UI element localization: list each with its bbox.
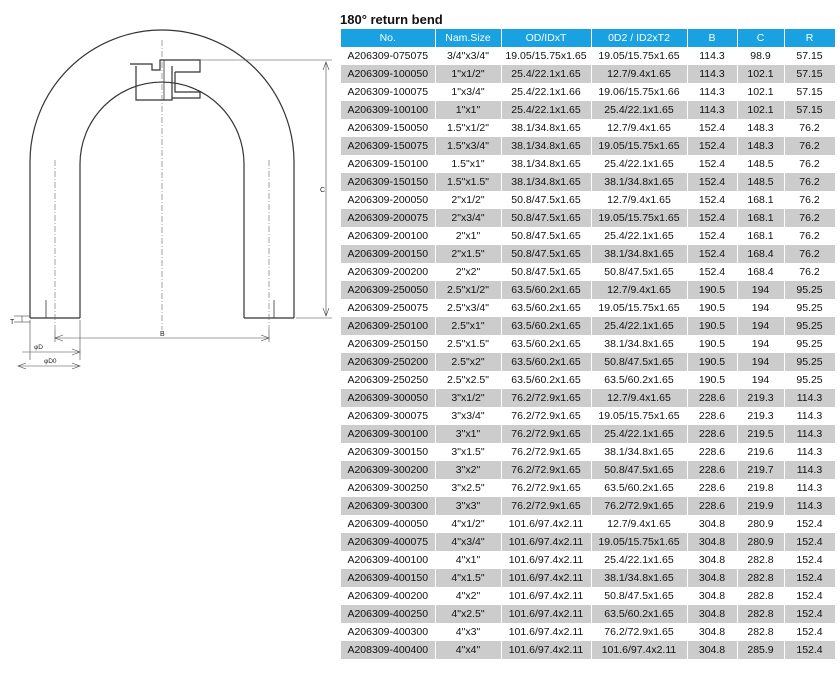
table-cell: A206309-200100 <box>341 227 435 245</box>
table-cell: A206309-250150 <box>341 335 435 353</box>
table-cell: A206309-200150 <box>341 245 435 263</box>
table-cell: 282.8 <box>737 551 784 569</box>
table-cell: 219.3 <box>737 407 784 425</box>
table-cell: 63.5/60.2x1.65 <box>501 281 591 299</box>
table-row <box>341 497 835 515</box>
table-cell: 25.4/22.1x1.65 <box>591 227 687 245</box>
table-cell: 12.7/9.4x1.65 <box>591 65 687 83</box>
table-cell: 63.5/60.2x1.65 <box>501 317 591 335</box>
table-cell: 1.5"x1" <box>435 155 501 173</box>
table-cell: 19.05/15.75x1.65 <box>591 533 687 551</box>
table-cell: 76.2 <box>784 263 835 281</box>
table-cell: 76.2 <box>784 191 835 209</box>
table-cell: A206309-100050 <box>341 65 435 83</box>
table-cell: 194 <box>737 281 784 299</box>
table-cell: 102.1 <box>737 101 784 119</box>
table-cell: 76.2 <box>784 137 835 155</box>
table-cell: 114.3 <box>784 479 835 497</box>
table-cell: 12.7/9.4x1.65 <box>591 389 687 407</box>
table-cell: 76.2 <box>784 155 835 173</box>
table-row <box>341 101 835 119</box>
table-cell: 4"x1.5" <box>435 569 501 587</box>
table-cell: A206309-300200 <box>341 461 435 479</box>
table-cell: A206309-250075 <box>341 299 435 317</box>
table-cell: 152.4 <box>687 137 737 155</box>
table-cell: 76.2 <box>784 245 835 263</box>
table-cell: 2"x1.5" <box>435 245 501 263</box>
table-cell: 12.7/9.4x1.65 <box>591 515 687 533</box>
table-cell: 50.8/47.5x1.65 <box>501 191 591 209</box>
table-cell: 219.9 <box>737 497 784 515</box>
table-cell: A206309-150100 <box>341 155 435 173</box>
table-cell: 25.4/22.1x1.66 <box>501 83 591 101</box>
table-cell: 12.7/9.4x1.65 <box>591 281 687 299</box>
table-cell: 282.8 <box>737 569 784 587</box>
table-cell: 50.8/47.5x1.65 <box>501 227 591 245</box>
table-cell: 19.06/15.75x1.66 <box>591 83 687 101</box>
table-cell: 102.1 <box>737 65 784 83</box>
table-cell: 4"x4" <box>435 641 501 659</box>
table-cell: 76.2/72.9x1.65 <box>501 497 591 515</box>
table-cell: A206309-250200 <box>341 353 435 371</box>
table-cell: 63.5/60.2x1.65 <box>501 335 591 353</box>
table-cell: 219.3 <box>737 389 784 407</box>
table-cell: A206309-400250 <box>341 605 435 623</box>
table-row <box>341 551 835 569</box>
table-cell: A206309-150150 <box>341 173 435 191</box>
table-cell: 25.4/22.1x1.65 <box>591 551 687 569</box>
table-cell: 2.5"x3/4" <box>435 299 501 317</box>
table-row <box>341 389 835 407</box>
table-row <box>341 407 835 425</box>
table-cell: 114.3 <box>784 425 835 443</box>
table-row <box>341 83 835 101</box>
table-cell: 4"x2" <box>435 587 501 605</box>
table-cell: 114.3 <box>687 101 737 119</box>
table-cell: 101.6/97.4x2.11 <box>501 533 591 551</box>
table-cell: 1.5"x3/4" <box>435 137 501 155</box>
table-cell: 57.15 <box>784 101 835 119</box>
table-cell: 19.05/15.75x1.65 <box>501 47 591 65</box>
table-cell: 50.8/47.5x1.65 <box>501 245 591 263</box>
table-cell: 95.25 <box>784 371 835 389</box>
table-body <box>341 47 835 659</box>
table-row <box>341 335 835 353</box>
table-row <box>341 263 835 281</box>
table-cell: 152.4 <box>784 551 835 569</box>
table-cell: 148.5 <box>737 173 784 191</box>
table-cell: 101.6/97.4x2.11 <box>501 623 591 641</box>
table-cell: 114.3 <box>784 461 835 479</box>
table-cell: 304.8 <box>687 533 737 551</box>
table-cell: 3"x1/2" <box>435 389 501 407</box>
table-cell: 25.4/22.1x1.65 <box>591 425 687 443</box>
return-bend-drawing <box>0 0 340 380</box>
table-cell: A206309-400200 <box>341 587 435 605</box>
table-cell: 282.8 <box>737 623 784 641</box>
table-row <box>341 353 835 371</box>
table-cell: 19.05/15.75x1.65 <box>591 209 687 227</box>
table-cell: 148.5 <box>737 155 784 173</box>
table-cell: 152.4 <box>687 209 737 227</box>
table-cell: 152.4 <box>687 173 737 191</box>
table-cell: 152.4 <box>687 263 737 281</box>
table-row <box>341 425 835 443</box>
table-cell: 285.9 <box>737 641 784 659</box>
table-cell: A206309-300150 <box>341 443 435 461</box>
table-cell: 57.15 <box>784 47 835 65</box>
table-cell: A206309-300100 <box>341 425 435 443</box>
table-cell: 194 <box>737 371 784 389</box>
dim-id-label: φD0 <box>44 358 57 365</box>
table-cell: 304.8 <box>687 623 737 641</box>
table-cell: 3"x2.5" <box>435 479 501 497</box>
table-cell: 168.4 <box>737 245 784 263</box>
table-cell: 12.7/9.4x1.65 <box>591 191 687 209</box>
column-header: R <box>784 29 835 47</box>
table-cell: 76.2/72.9x1.65 <box>501 461 591 479</box>
table-cell: 4"x3" <box>435 623 501 641</box>
table-cell: 2.5"x1.5" <box>435 335 501 353</box>
table-cell: 114.3 <box>784 443 835 461</box>
table-row <box>341 173 835 191</box>
table-cell: 194 <box>737 335 784 353</box>
table-cell: 304.8 <box>687 641 737 659</box>
table-cell: 102.1 <box>737 83 784 101</box>
table-cell: 3/4"x3/4" <box>435 47 501 65</box>
table-row <box>341 461 835 479</box>
column-header: 0D2 / ID2xT2 <box>591 29 687 47</box>
dim-c-label: C <box>320 187 326 194</box>
table-cell: 95.25 <box>784 353 835 371</box>
table-cell: 101.6/97.4x2.11 <box>591 641 687 659</box>
table-cell: 304.8 <box>687 515 737 533</box>
table-cell: 2.5"x1/2" <box>435 281 501 299</box>
table-cell: 228.6 <box>687 497 737 515</box>
table-cell: 190.5 <box>687 371 737 389</box>
table-cell: 1"x3/4" <box>435 83 501 101</box>
table-cell: 19.05/15.75x1.65 <box>591 299 687 317</box>
table-cell: A206309-200200 <box>341 263 435 281</box>
table-cell: 2.5"x2" <box>435 353 501 371</box>
table-cell: A206309-075075 <box>341 47 435 65</box>
table-cell: 50.8/47.5x1.65 <box>591 263 687 281</box>
table-row <box>341 119 835 137</box>
table-cell: 57.15 <box>784 65 835 83</box>
table-cell: 101.6/97.4x2.11 <box>501 569 591 587</box>
table-cell: 304.8 <box>687 587 737 605</box>
table-cell: A206309-300075 <box>341 407 435 425</box>
table-cell: 228.6 <box>687 389 737 407</box>
table-cell: 2.5"x1" <box>435 317 501 335</box>
table-cell: 114.3 <box>687 47 737 65</box>
table-cell: A206309-400075 <box>341 533 435 551</box>
table-cell: 152.4 <box>687 155 737 173</box>
table-row <box>341 443 835 461</box>
table-cell: 76.2/72.9x1.65 <box>501 443 591 461</box>
table-cell: 38.1/34.8x1.65 <box>501 155 591 173</box>
table-cell: 25.4/22.1x1.65 <box>591 101 687 119</box>
table-cell: 25.4/22.1x1.65 <box>501 101 591 119</box>
table-cell: A206309-400150 <box>341 569 435 587</box>
table-cell: 63.5/60.2x1.65 <box>501 353 591 371</box>
table-cell: 19.05/15.75x1.65 <box>591 137 687 155</box>
table-cell: A206309-100100 <box>341 101 435 119</box>
table-cell: 1"x1" <box>435 101 501 119</box>
table-cell: 50.8/47.5x1.65 <box>591 353 687 371</box>
table-cell: 152.4 <box>687 227 737 245</box>
table-cell: 12.7/9.4x1.65 <box>591 119 687 137</box>
table-cell: 1.5"x1.5" <box>435 173 501 191</box>
table-row <box>341 623 835 641</box>
table-cell: 95.25 <box>784 335 835 353</box>
table-cell: 76.2 <box>784 209 835 227</box>
table-row <box>341 281 835 299</box>
table-cell: A206309-300050 <box>341 389 435 407</box>
table-cell: 114.3 <box>687 65 737 83</box>
table-cell: 101.6/97.4x2.11 <box>501 605 591 623</box>
table-cell: 228.6 <box>687 407 737 425</box>
table-cell: 152.4 <box>784 605 835 623</box>
table-row <box>341 137 835 155</box>
table-cell: 190.5 <box>687 335 737 353</box>
table-cell: 63.5/60.2x1.65 <box>591 605 687 623</box>
table-row <box>341 533 835 551</box>
table-cell: 63.5/60.2x1.65 <box>501 371 591 389</box>
table-cell: 3"x1.5" <box>435 443 501 461</box>
table-cell: 76.2/72.9x1.65 <box>501 389 591 407</box>
table-cell: 3"x3" <box>435 497 501 515</box>
table-cell: A206309-400100 <box>341 551 435 569</box>
table-cell: 152.4 <box>784 641 835 659</box>
table-cell: 50.8/47.5x1.65 <box>591 587 687 605</box>
table-cell: A206309-300300 <box>341 497 435 515</box>
table-cell: 190.5 <box>687 317 737 335</box>
dim-t-label: T <box>10 319 15 326</box>
table-cell: 101.6/97.4x2.11 <box>501 515 591 533</box>
table-cell: 4"x1" <box>435 551 501 569</box>
table-cell: 76.2 <box>784 227 835 245</box>
table-cell: 76.2/72.9x1.65 <box>501 407 591 425</box>
table-cell: 282.8 <box>737 605 784 623</box>
table-cell: 194 <box>737 353 784 371</box>
table-cell: 114.3 <box>687 83 737 101</box>
table-cell: A206309-100075 <box>341 83 435 101</box>
table-row <box>341 245 835 263</box>
table-cell: A206309-200050 <box>341 191 435 209</box>
table-cell: 50.8/47.5x1.65 <box>591 461 687 479</box>
table-cell: 76.2/72.9x1.65 <box>591 623 687 641</box>
table-cell: 57.15 <box>784 83 835 101</box>
table-cell: A206309-250250 <box>341 371 435 389</box>
table-cell: 50.8/47.5x1.65 <box>501 209 591 227</box>
table-cell: 152.4 <box>687 119 737 137</box>
table-cell: 101.6/97.4x2.11 <box>501 587 591 605</box>
column-header: OD/IDxT <box>501 29 591 47</box>
table-header-row <box>341 29 835 47</box>
table-cell: 152.4 <box>784 515 835 533</box>
table-cell: 38.1/34.8x1.65 <box>591 245 687 263</box>
table-cell: 19.05/15.75x1.65 <box>591 407 687 425</box>
table-row <box>341 209 835 227</box>
table-cell: A206309-200075 <box>341 209 435 227</box>
table-cell: 152.4 <box>784 623 835 641</box>
table-cell: A206309-150050 <box>341 119 435 137</box>
table-cell: 63.5/60.2x1.65 <box>591 479 687 497</box>
table-cell: 95.25 <box>784 299 835 317</box>
table-row <box>341 587 835 605</box>
table-row <box>341 227 835 245</box>
table-row <box>341 371 835 389</box>
table-cell: 304.8 <box>687 551 737 569</box>
table-cell: 38.1/34.8x1.65 <box>591 335 687 353</box>
table-cell: 98.9 <box>737 47 784 65</box>
table-row <box>341 317 835 335</box>
dim-b-label: B <box>160 331 165 338</box>
table-cell: 38.1/34.8x1.65 <box>501 137 591 155</box>
table-title: 180° return bend <box>340 12 443 27</box>
table-cell: 228.6 <box>687 461 737 479</box>
table-cell: 152.4 <box>687 245 737 263</box>
table-cell: 152.4 <box>687 191 737 209</box>
table-cell: 4"x1/2" <box>435 515 501 533</box>
table-cell: 3"x2" <box>435 461 501 479</box>
table-cell: 114.3 <box>784 497 835 515</box>
table-row <box>341 569 835 587</box>
table-cell: 228.6 <box>687 425 737 443</box>
table-cell: 114.3 <box>784 389 835 407</box>
table-cell: 152.4 <box>784 587 835 605</box>
table-cell: 168.1 <box>737 209 784 227</box>
table-cell: 63.5/60.2x1.65 <box>501 299 591 317</box>
table-row <box>341 47 835 65</box>
table-cell: A206309-400050 <box>341 515 435 533</box>
table-cell: 4"x3/4" <box>435 533 501 551</box>
table-cell: A206309-250100 <box>341 317 435 335</box>
table-cell: 152.4 <box>784 569 835 587</box>
table-cell: 38.1/34.8x1.65 <box>591 443 687 461</box>
table-row <box>341 191 835 209</box>
table-cell: 3"x1" <box>435 425 501 443</box>
table-cell: 219.5 <box>737 425 784 443</box>
table-cell: A206309-300250 <box>341 479 435 497</box>
table-cell: 114.3 <box>784 407 835 425</box>
table-row <box>341 515 835 533</box>
table-cell: 190.5 <box>687 353 737 371</box>
table-cell: 152.4 <box>784 533 835 551</box>
table-cell: 168.1 <box>737 191 784 209</box>
table-row <box>341 605 835 623</box>
table-cell: 282.8 <box>737 587 784 605</box>
table-cell: 2"x1/2" <box>435 191 501 209</box>
table-cell: 76.2/72.9x1.65 <box>501 425 591 443</box>
table-cell: 101.6/97.4x2.11 <box>501 641 591 659</box>
table-cell: 101.6/97.4x2.11 <box>501 551 591 569</box>
table-cell: 63.5/60.2x1.65 <box>591 371 687 389</box>
table-cell: 148.3 <box>737 119 784 137</box>
table-row <box>341 479 835 497</box>
table-cell: 219.8 <box>737 479 784 497</box>
table-cell: 38.1/34.8x1.65 <box>501 119 591 137</box>
table-cell: 2"x2" <box>435 263 501 281</box>
table-row <box>341 155 835 173</box>
table-row <box>341 65 835 83</box>
table-cell: 190.5 <box>687 299 737 317</box>
table-cell: 304.8 <box>687 605 737 623</box>
table-cell: 2.5"x2.5" <box>435 371 501 389</box>
table-cell: 38.1/34.8x1.65 <box>591 173 687 191</box>
table-cell: 194 <box>737 299 784 317</box>
table-cell: 280.9 <box>737 533 784 551</box>
table-cell: 2"x3/4" <box>435 209 501 227</box>
table-row <box>341 299 835 317</box>
table-cell: 228.6 <box>687 479 737 497</box>
table-cell: 168.1 <box>737 227 784 245</box>
table-cell: 148.3 <box>737 137 784 155</box>
table-cell: 76.2 <box>784 173 835 191</box>
table-cell: 280.9 <box>737 515 784 533</box>
table-cell: A206309-250050 <box>341 281 435 299</box>
table-cell: 76.2/72.9x1.65 <box>591 497 687 515</box>
table-cell: A208309-400400 <box>341 641 435 659</box>
table-cell: 190.5 <box>687 281 737 299</box>
table-cell: 2"x1" <box>435 227 501 245</box>
column-header: Nam.Size <box>435 29 501 47</box>
table-cell: 50.8/47.5x1.65 <box>501 263 591 281</box>
table-cell: 228.6 <box>687 443 737 461</box>
table-cell: 3"x3/4" <box>435 407 501 425</box>
table-cell: 219.6 <box>737 443 784 461</box>
table-cell: A206309-150075 <box>341 137 435 155</box>
table-cell: 19.05/15.75x1.65 <box>591 47 687 65</box>
column-header: B <box>687 29 737 47</box>
table-cell: 76.2 <box>784 119 835 137</box>
table-cell: 38.1/34.8x1.65 <box>591 569 687 587</box>
table-cell: 1.5"x1/2" <box>435 119 501 137</box>
table-cell: 304.8 <box>687 569 737 587</box>
table-cell: 168.4 <box>737 263 784 281</box>
table-cell: 194 <box>737 317 784 335</box>
table-cell: 95.25 <box>784 281 835 299</box>
table-cell: 4"x2.5" <box>435 605 501 623</box>
table-cell: A206309-400300 <box>341 623 435 641</box>
table-cell: 76.2/72.9x1.65 <box>501 479 591 497</box>
table-cell: 25.4/22.1x1.65 <box>501 65 591 83</box>
column-header: C <box>737 29 784 47</box>
table-cell: 38.1/34.8x1.65 <box>501 173 591 191</box>
table-cell: 1"x1/2" <box>435 65 501 83</box>
column-header: No. <box>341 29 435 47</box>
table-cell: 219.7 <box>737 461 784 479</box>
table-cell: 25.4/22.1x1.65 <box>591 317 687 335</box>
dim-od-label: φD <box>34 344 43 351</box>
table-row <box>341 641 835 659</box>
spec-table <box>341 29 836 659</box>
table-cell: 25.4/22.1x1.65 <box>591 155 687 173</box>
table-cell: 95.25 <box>784 317 835 335</box>
